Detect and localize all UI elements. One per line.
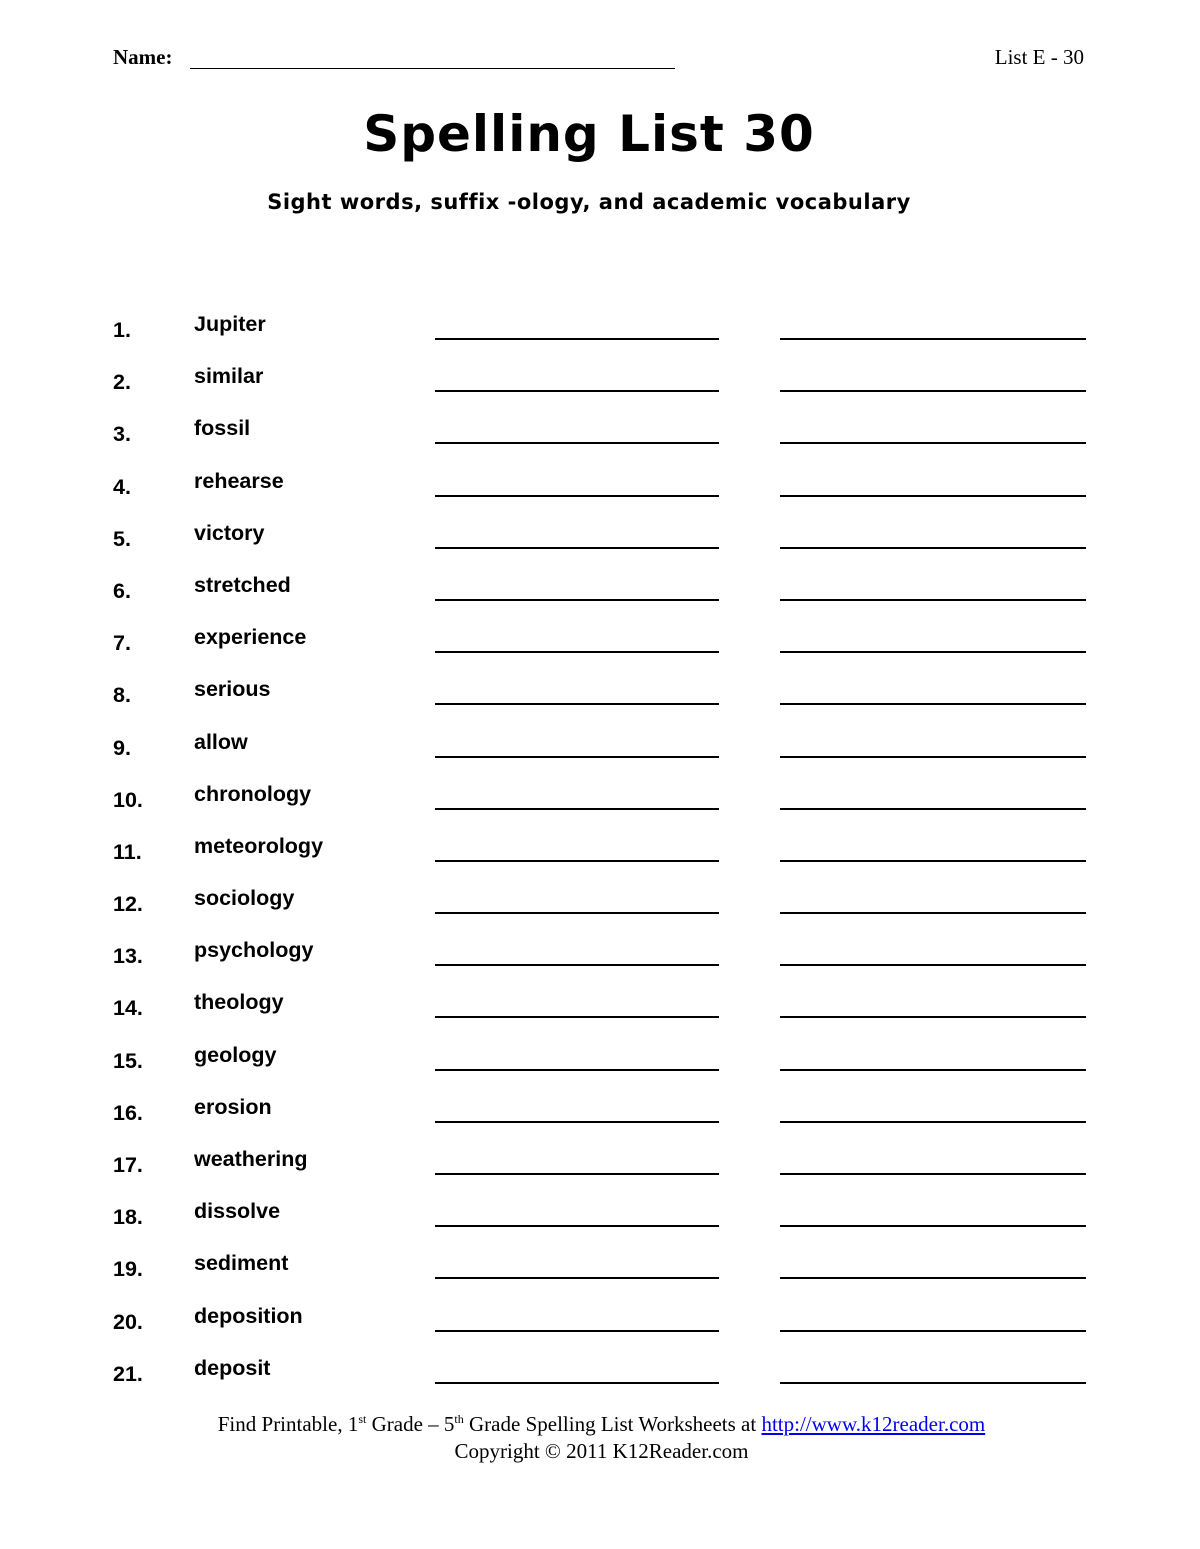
practice-blank-2 xyxy=(780,547,1086,549)
word-number: 1. xyxy=(113,318,131,342)
header-row xyxy=(113,40,1084,74)
practice-blank-2 xyxy=(780,703,1086,705)
spelling-word: weathering xyxy=(194,1147,308,1171)
practice-blank-1 xyxy=(435,1330,719,1332)
spelling-word: victory xyxy=(194,520,265,545)
footer-text-b: Grade – 5 xyxy=(366,1412,455,1436)
practice-blank-1 xyxy=(435,964,719,966)
spelling-word: theology xyxy=(194,990,284,1015)
practice-blank-2 xyxy=(780,495,1086,497)
practice-blank-2 xyxy=(780,756,1086,758)
practice-blank-2 xyxy=(780,1330,1086,1332)
k12reader-link[interactable]: http://www.k12reader.com xyxy=(761,1412,986,1436)
page-title: Spelling List 30 xyxy=(363,105,815,163)
word-number: 19. xyxy=(113,1257,143,1282)
practice-blank-1 xyxy=(435,338,719,340)
spelling-word: deposition xyxy=(194,1303,303,1328)
spelling-word: geology xyxy=(194,1042,277,1067)
practice-blank-2 xyxy=(780,442,1086,444)
spelling-word: Jupiter xyxy=(194,312,266,336)
practice-blank-2 xyxy=(780,599,1086,601)
word-number: 4. xyxy=(113,474,131,499)
word-number: 13. xyxy=(113,944,143,969)
word-row xyxy=(113,621,1088,673)
word-number: 17. xyxy=(113,1153,143,1177)
spelling-word: allow xyxy=(194,729,248,754)
practice-blank-2 xyxy=(780,964,1086,966)
practice-blank-1 xyxy=(435,651,719,653)
word-row xyxy=(113,882,1088,934)
word-row xyxy=(113,465,1088,517)
page-subtitle: Sight words, suffix -ology, and academic vocabulary xyxy=(267,190,911,214)
word-number: 18. xyxy=(113,1205,143,1230)
practice-blank-2 xyxy=(780,808,1086,810)
spelling-word-list xyxy=(113,308,1088,1404)
practice-blank-1 xyxy=(435,808,719,810)
spelling-word: serious xyxy=(194,677,271,702)
word-row xyxy=(113,1247,1088,1299)
spelling-word: experience xyxy=(194,625,307,650)
spelling-word: deposit xyxy=(194,1355,271,1380)
spelling-word: fossil xyxy=(194,416,251,441)
spelling-word: similar xyxy=(194,364,264,389)
practice-blank-2 xyxy=(780,651,1086,653)
word-row xyxy=(113,412,1088,464)
word-row xyxy=(113,360,1088,412)
spelling-word: sediment xyxy=(194,1251,289,1276)
practice-blank-2 xyxy=(780,1016,1086,1018)
word-row xyxy=(113,517,1088,569)
practice-blank-2 xyxy=(780,1277,1086,1279)
footer xyxy=(0,1411,1200,1465)
word-row xyxy=(113,1039,1088,1091)
word-number: 14. xyxy=(113,996,143,1021)
practice-blank-1 xyxy=(435,756,719,758)
spelling-word: dissolve xyxy=(194,1199,281,1224)
word-row xyxy=(113,569,1088,621)
name-blank-line xyxy=(190,68,675,69)
spelling-word: stretched xyxy=(194,572,291,597)
practice-blank-2 xyxy=(780,1173,1086,1175)
word-row xyxy=(113,1091,1088,1143)
footer-sup-st: st xyxy=(358,1412,367,1426)
spelling-word: erosion xyxy=(194,1094,272,1119)
footer-sup-th: th xyxy=(454,1412,464,1426)
word-number: 12. xyxy=(113,892,143,917)
practice-blank-1 xyxy=(435,442,719,444)
word-row xyxy=(113,830,1088,882)
word-number: 21. xyxy=(113,1361,143,1386)
practice-blank-1 xyxy=(435,1173,719,1175)
word-row xyxy=(113,1195,1088,1247)
practice-blank-2 xyxy=(780,912,1086,914)
spelling-word: psychology xyxy=(194,938,314,963)
practice-blank-2 xyxy=(780,1121,1086,1123)
word-row xyxy=(113,1143,1088,1195)
word-row xyxy=(113,986,1088,1038)
practice-blank-2 xyxy=(780,338,1086,340)
word-number: 11. xyxy=(113,839,142,864)
word-number: 7. xyxy=(113,631,131,656)
word-number: 3. xyxy=(113,422,131,447)
word-number: 20. xyxy=(113,1309,143,1334)
practice-blank-1 xyxy=(435,1382,719,1384)
word-number: 10. xyxy=(113,787,143,812)
practice-blank-2 xyxy=(780,1225,1086,1227)
spelling-word: chronology xyxy=(194,781,312,806)
word-number: 6. xyxy=(113,578,131,603)
spelling-word: sociology xyxy=(194,886,295,911)
spelling-word: meteorology xyxy=(194,833,324,858)
footer-text-c: Grade Spelling List Worksheets at xyxy=(463,1412,762,1436)
practice-blank-1 xyxy=(435,495,719,497)
practice-blank-1 xyxy=(435,1121,719,1123)
word-number: 2. xyxy=(113,370,131,395)
footer-text-a: Find Printable, 1 xyxy=(217,1412,359,1436)
practice-blank-2 xyxy=(780,1069,1086,1071)
name-label: Name: xyxy=(113,45,173,69)
word-number: 9. xyxy=(113,735,131,760)
word-number: 15. xyxy=(113,1048,143,1073)
word-number: 5. xyxy=(113,526,131,551)
practice-blank-1 xyxy=(435,1016,719,1018)
list-code: List E - 30 xyxy=(994,45,1084,69)
practice-blank-1 xyxy=(435,1069,719,1071)
practice-blank-1 xyxy=(435,599,719,601)
word-number: 16. xyxy=(113,1100,143,1125)
spelling-word: rehearse xyxy=(194,468,284,493)
practice-blank-2 xyxy=(780,390,1086,392)
practice-blank-1 xyxy=(435,703,719,705)
practice-blank-2 xyxy=(780,1382,1086,1384)
practice-blank-1 xyxy=(435,390,719,392)
word-row xyxy=(113,308,1088,360)
copyright-text: Copyright © 2011 K12Reader.com xyxy=(454,1439,749,1463)
word-row xyxy=(113,726,1088,778)
word-row xyxy=(113,778,1088,830)
practice-blank-1 xyxy=(435,912,719,914)
word-row xyxy=(113,934,1088,986)
practice-blank-1 xyxy=(435,547,719,549)
practice-blank-1 xyxy=(435,1277,719,1279)
word-row xyxy=(113,1352,1088,1404)
footer-line-1 xyxy=(0,1411,1200,1438)
practice-blank-1 xyxy=(435,1225,719,1227)
practice-blank-1 xyxy=(435,860,719,862)
word-row xyxy=(113,673,1088,725)
word-number: 8. xyxy=(113,683,131,708)
word-row xyxy=(113,1300,1088,1352)
practice-blank-2 xyxy=(780,860,1086,862)
